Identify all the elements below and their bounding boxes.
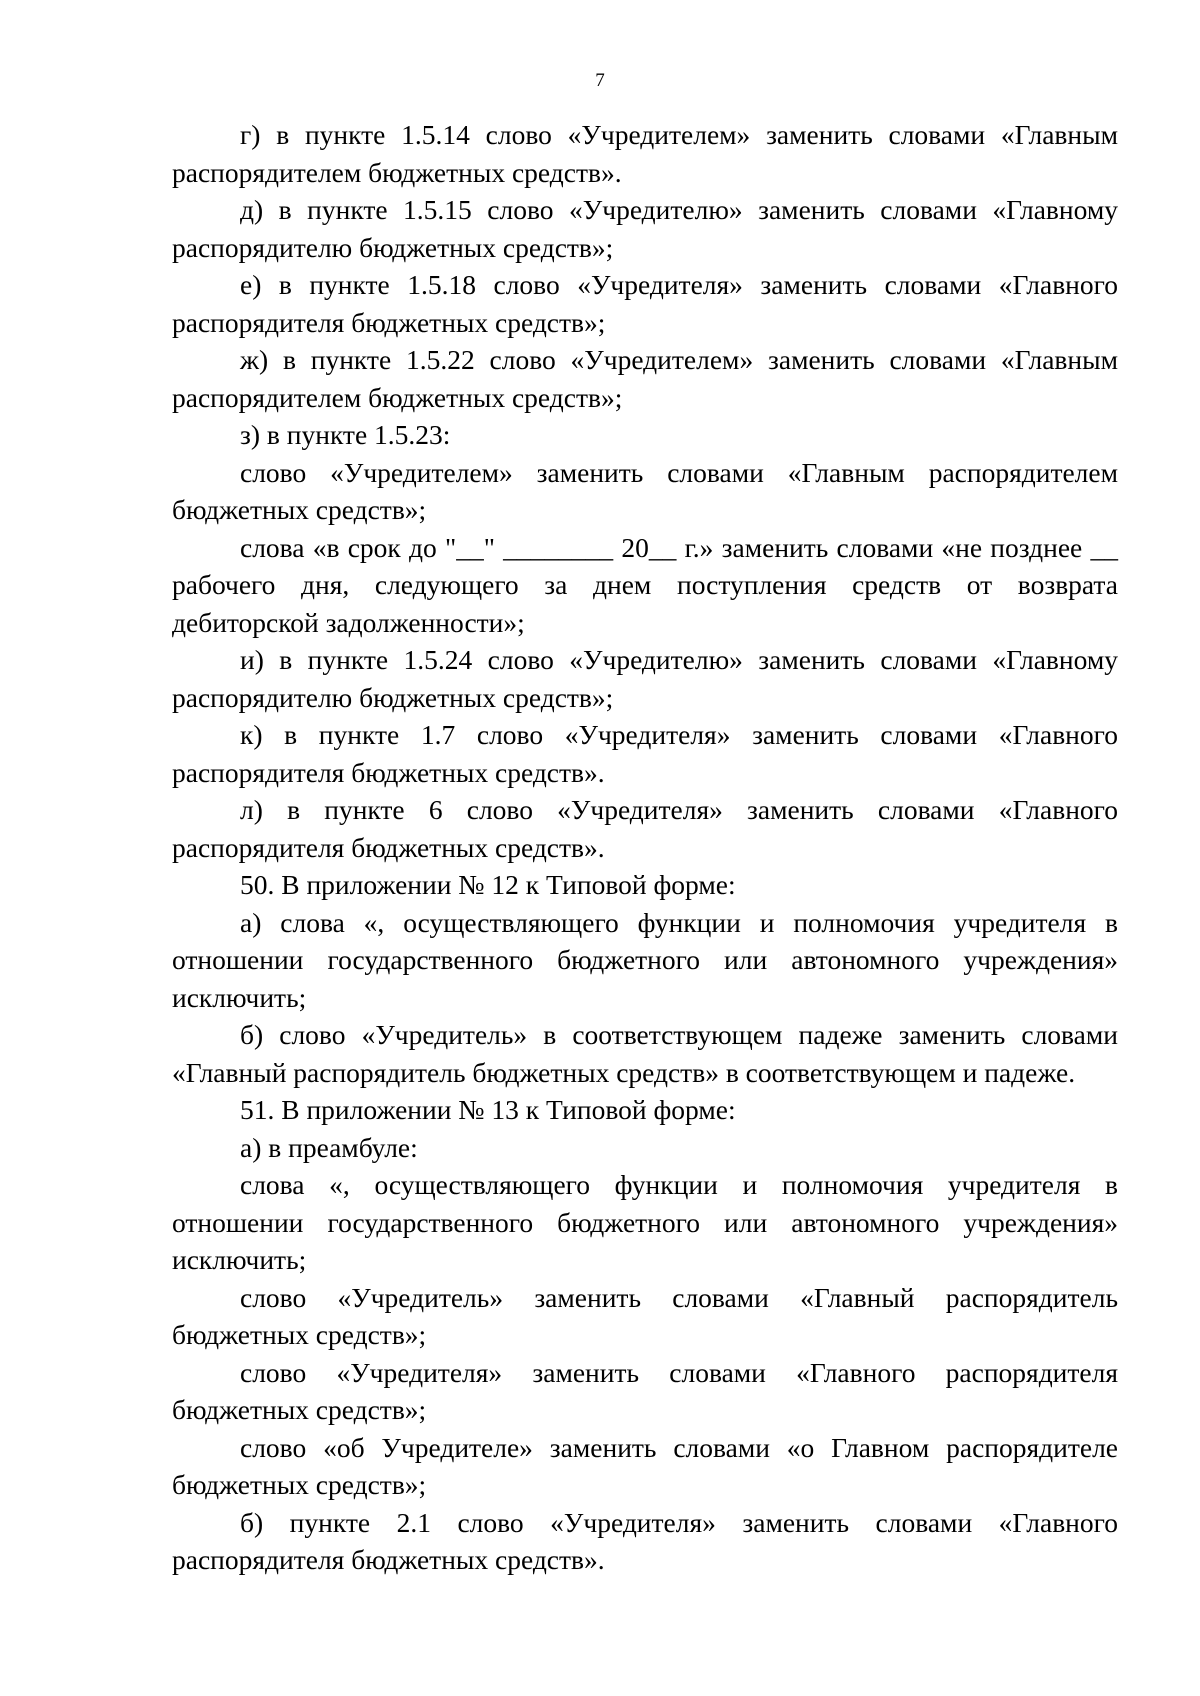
paragraph-z-words: слова «в срок до "__" ________ 20__ г.» заменить словами «не позднее __ рабочего дня, следующего за днем поступления средств от возврата дебиторской задолженности»; <box>172 531 1118 638</box>
paragraph-l: л) в пункте 6 слово «Учредителя» заменить словами «Главного распорядителя бюджетных средств». <box>172 794 1118 863</box>
paragraph-zh: ж) в пункте 1.5.22 слово «Учредителем» заменить словами «Главным распорядителем бюджетных средств»; <box>172 344 1118 413</box>
section-51-a-word-1: слово «Учредитель» заменить словами «Главный распорядитель бюджетных средств»; <box>172 1281 1118 1350</box>
section-50-heading: 50. В приложении № 12 к Типовой форме: <box>240 869 736 900</box>
page-number: 7 <box>595 70 605 91</box>
paragraph-z-word: слово «Учредителем» заменить словами «Главным распорядителем бюджетных средств»; <box>172 456 1118 525</box>
section-51-a: а) в преамбуле: <box>240 1131 418 1163</box>
paragraph-g: г) в пункте 1.5.14 слово «Учредителем» заменить словами «Главным распорядителем бюджетных средств». <box>172 119 1118 188</box>
paragraph-k: к) в пункте 1.7 слово «Учредителя» заменить словами «Главного распорядителя бюджетных средств». <box>172 719 1118 788</box>
section-50-b: б) слово «Учредитель» в соответствующем падеже заменить словами «Главный распорядитель бюджетных средств» в соответствующем и падеже. <box>172 1019 1118 1088</box>
paragraph-e: е) в пункте 1.5.18 слово «Учредителя» заменить словами «Главного распорядителя бюджетных средств»; <box>172 269 1118 338</box>
section-50-a: а) слова «, осуществляющего функции и полномочия учредителя в отношении государственного бюджетного или автономного учреждения» исключить; <box>172 906 1118 1013</box>
section-51-heading: 51. В приложении № 13 к Типовой форме: <box>240 1094 736 1125</box>
section-51-a-word-2: слово «Учредителя» заменить словами «Главного распорядителя бюджетных средств»; <box>172 1356 1118 1425</box>
document-body <box>172 116 1118 1579</box>
section-51-a-words: слова «, осуществляющего функции и полномочия учредителя в отношении государственного бюджетного или автономного учреждения» исключить; <box>172 1169 1118 1275</box>
paragraph-z: з) в пункте 1.5.23: <box>240 419 451 450</box>
paragraph-i: и) в пункте 1.5.24 слово «Учредителю» заменить словами «Главному распорядителю бюджетных средств»; <box>172 644 1118 713</box>
section-51-a-word-3: слово «об Учредителе» заменить словами «о Главном распорядителе бюджетных средств»; <box>172 1431 1118 1500</box>
section-51-b: б) пункте 2.1 слово «Учредителя» заменить словами «Главного распорядителя бюджетных средств». <box>172 1506 1118 1575</box>
paragraph-d: д) в пункте 1.5.15 слово «Учредителю» заменить словами «Главному распорядителю бюджетных средств»; <box>172 194 1118 263</box>
